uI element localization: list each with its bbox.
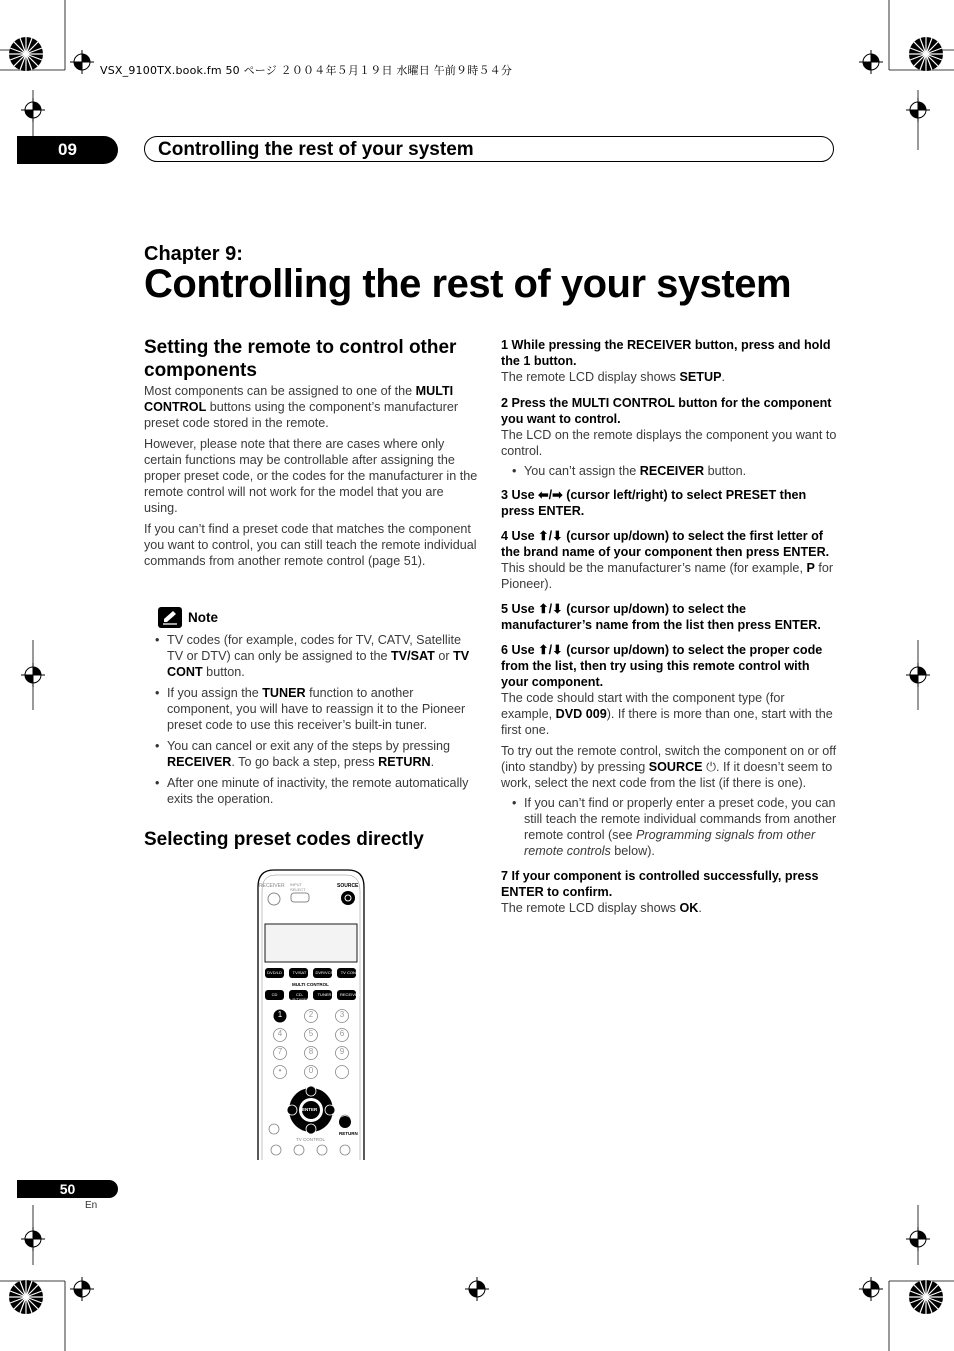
crosshair-target [859, 50, 883, 74]
remote-digit-2: 2 [308, 1010, 314, 1019]
crosshair-target [906, 1227, 930, 1251]
paragraph: If you can’t find a preset code that matches the component you want to control, you can still teach the remote individual commands from another remote control (page 51). [144, 522, 477, 568]
remote-button-label: RECEIVER [340, 992, 361, 997]
right-column [501, 337, 837, 916]
note-title: Note [188, 610, 218, 625]
remote-digit-3: 3 [339, 1010, 345, 1019]
chapter-tab-title: Controlling the rest of your system [144, 136, 834, 162]
remote-digit-6: 6 [339, 1029, 345, 1038]
paragraph: The code should start with the component type (for example, DVD 009). If there is more than one, start with the first one. [501, 691, 833, 737]
crosshair-target [21, 98, 45, 122]
crosshair-target [21, 663, 45, 687]
paragraph: The remote LCD display shows SETUP. [501, 370, 725, 384]
remote-button-label: TV/SAT [292, 970, 307, 975]
remote-digit-0: 0 [308, 1066, 314, 1075]
remote-multi-buttons-row2 [265, 992, 359, 1002]
crosshair-target [906, 98, 930, 122]
registration-target-bl [8, 1279, 44, 1315]
step-3-title: 3 Use ⬅/➡ (cursor left/right) to select PRESET then press ENTER. [501, 488, 807, 518]
remote-digit-1: 1 [277, 1010, 283, 1019]
list-item: • You can’t assign the RECEIVER button. [511, 463, 837, 479]
section-heading: Setting the remote to control other components [144, 337, 457, 381]
step-7-title: 7 If your component is controlled successfully, press ENTER to confirm. [501, 869, 819, 899]
paragraph: To try out the remote control, switch the component on or off (into standby) by pressing SOURCE ⏻. If it doesn’t seem to work, select the next code from the list (if there is one). [501, 744, 837, 790]
list-item: • If you assign the TUNER function to another component, you will have to reassign it to the Pioneer preset code to use this receiver’s built-in tuner. [154, 685, 478, 733]
list-item: • TV codes (for example, codes for TV, CATV, Satellite TV or DTV) can only be assigned to the TV/SAT or TV CONT button. [154, 632, 478, 680]
note-list [154, 632, 478, 812]
registration-target-br [908, 1279, 944, 1315]
note-icon [158, 607, 182, 628]
print-file-header: VSX_9100TX.book.fm 50 ページ ２００４年５月１９日 水曜日 午前９時５４分 [100, 64, 513, 77]
remote-digit-dot: • [278, 1066, 282, 1075]
remote-button-label: DVD/LD [267, 970, 282, 975]
list-item: • You can cancel or exit any of the steps by pressing RECEIVER. To go back a step, press RETURN. [154, 738, 478, 770]
remote-button-label: DVR/VCR [315, 970, 334, 975]
crosshair-target [859, 1277, 883, 1301]
remote-button-label: TUNER [317, 992, 332, 997]
section-heading: Selecting preset codes directly [144, 829, 424, 850]
paragraph: The LCD on the remote displays the component you want to control. [501, 428, 837, 458]
step-6-title: 6 Use ⬆/⬇ (cursor up/down) to select the proper code from the list, then try using this remote control with your component. [501, 643, 823, 689]
remote-digit-5: 5 [308, 1029, 314, 1038]
remote-label-input-select: INPUT SELECT [290, 882, 306, 892]
remote-label-enter: ENTER [302, 1107, 318, 1112]
paragraph: This should be the manufacturer’s name (for example, P for Pioneer). [501, 561, 834, 591]
paragraph: However, please note that there are cases where only certain functions may be controllable after assigning the proper preset code, or the codes for the manufacturer in the remote control will not work for the model that you are using. [144, 437, 478, 515]
crosshair-target [906, 663, 930, 687]
paragraph: The remote LCD display shows OK. [501, 901, 702, 915]
step-1-title: 1 While pressing the RECEIVER button, press and hold the 1 button. [501, 338, 831, 368]
chapter-tab-number: 09 [17, 136, 118, 164]
registration-target-tr [908, 36, 944, 72]
remote-label-return: RETURN [339, 1131, 358, 1136]
step-2-title: 2 Press the MULTI CONTROL button for the component you want to control. [501, 396, 832, 426]
step-5-title: 5 Use ⬆/⬇ (cursor up/down) to select the manufacturer’s name from the list then press ENTER. [501, 602, 821, 632]
page-number: 50 [17, 1180, 118, 1198]
paragraph: Most components can be assigned to one of the MULTI CONTROL buttons using the component’s manufacturer preset code stored in the remote. [144, 384, 459, 430]
crosshair-target [21, 1227, 45, 1251]
left-column [144, 336, 478, 569]
chapter-label: Chapter 9: [144, 243, 243, 265]
remote-digit-7: 7 [277, 1047, 283, 1056]
remote-digit-4: 4 [277, 1029, 283, 1038]
remote-button-label: CD [271, 992, 278, 997]
remote-label-multi-control: MULTI CONTROL [292, 982, 329, 987]
list-item: • If you can’t find or properly enter a preset code, you can still teach the remote individual commands from another remote control (see Programming signals from other remote controls below). [511, 795, 837, 859]
chapter-title: Controlling the rest of your system [144, 262, 792, 306]
remote-digit-8: 8 [308, 1047, 314, 1056]
crosshair-target [465, 1277, 489, 1301]
crosshair-target [70, 50, 94, 74]
remote-digit-9: 9 [339, 1047, 345, 1056]
page-language: En [85, 1200, 98, 1211]
step-4-title: 4 Use ⬆/⬇ (cursor up/down) to select the first letter of the brand name of your component then press ENTER. [501, 529, 830, 559]
remote-multi-buttons-row1 [265, 970, 359, 975]
remote-button-label: TV CONT [340, 970, 359, 975]
remote-label-receiver: RECEIVER [259, 883, 285, 889]
remote-label-tv-control: TV CONTROL [296, 1137, 326, 1142]
registration-target-tl [8, 36, 44, 72]
crosshair-target [70, 1277, 94, 1301]
remote-button-label: CD-R/TAPE [292, 992, 307, 1002]
remote-label-source: SOURCE [337, 883, 359, 889]
list-item: • After one minute of inactivity, the remote automatically exits the operation. [154, 775, 478, 807]
